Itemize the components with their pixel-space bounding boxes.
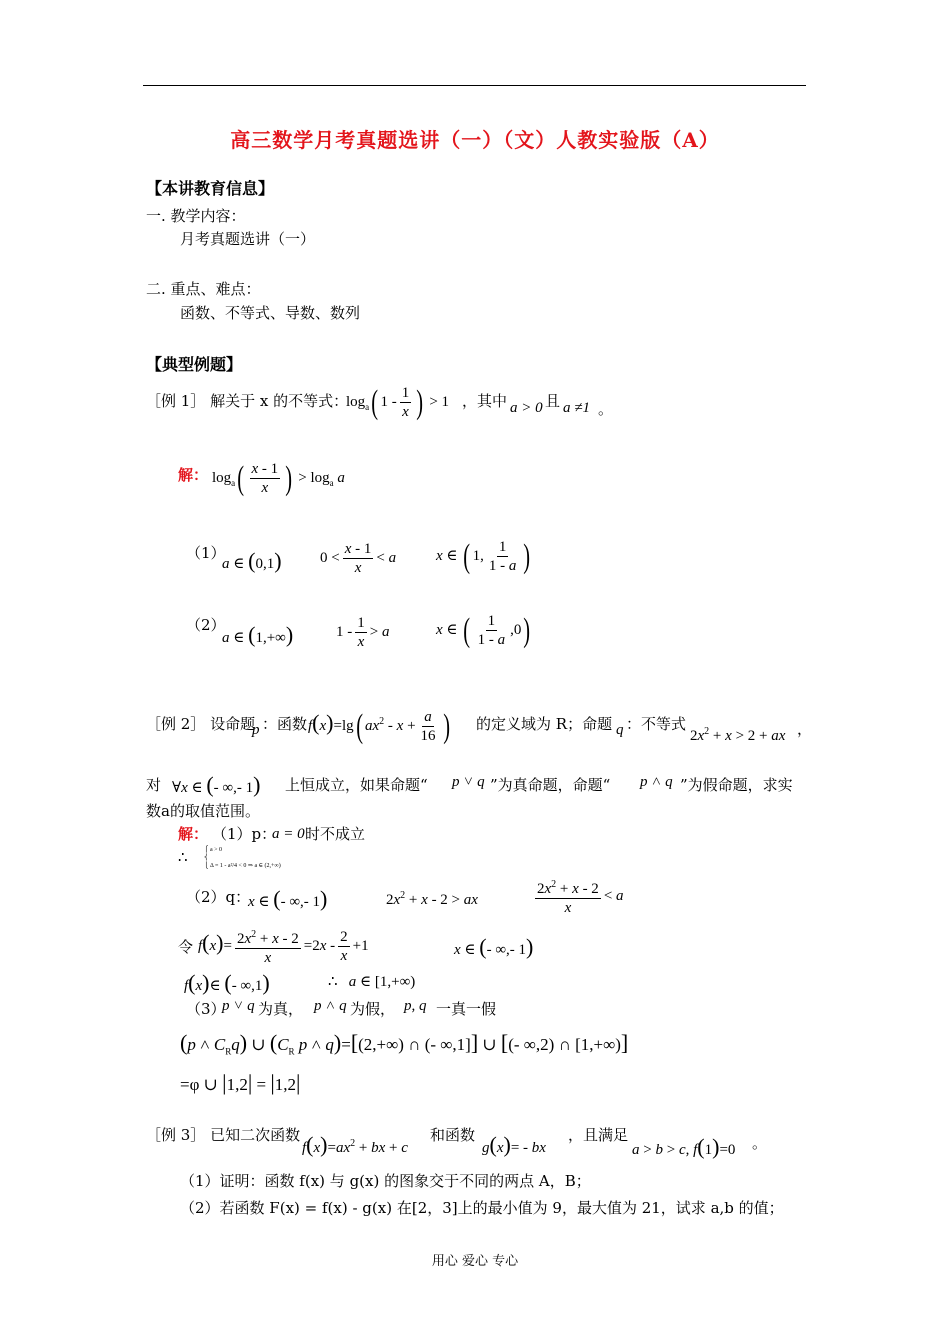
- ex2-f-def: f(x)= $\frac{2x^2 + x - 2}{x}$ =2x - $\frac{2}{x}$ +1: [198, 926, 369, 967]
- ex3-q1: （1）证明：函数 f(x) 与 g(x) 的图象交于不同的两点 A，B；: [180, 1172, 591, 1190]
- page-footer: 用心 爱心 专心: [431, 1254, 519, 1269]
- ex1-cond-b: a ≠1: [563, 400, 590, 416]
- ex1-solution-label: 解：: [178, 466, 209, 484]
- ex2-set-result: =φ ∪ |1,2| = |1,2|: [180, 1070, 301, 1095]
- ex2-s3-pq: p, q: [404, 998, 427, 1014]
- ex3-cond: ，且满足: [568, 1126, 629, 1144]
- ex2-ineq: $2x^2 + x > 2$ + ax: [690, 726, 786, 744]
- ex2-s1: （1）p：: [212, 825, 277, 843]
- ex2-line3: 数a的取值范围。: [146, 802, 260, 820]
- ex1-case2-solution: x ∈ ( $\frac{1}{1 - a}$ ,0): [436, 611, 531, 649]
- ex3-lead: ［例 3］ 已知二次函数: [146, 1126, 301, 1144]
- ex1-period: 。: [598, 400, 614, 418]
- examples-heading: 【典型例题】: [146, 355, 243, 374]
- ex2-set-expr: (p ˄ $C_Rq$) ∪ ($C_R$ p ˄ q)=[(2,+∞) ∩ (- ∞,1]] ∪ [(- ∞,2) ∩ [1,+∞)]: [180, 1030, 629, 1057]
- info-heading: 【本讲教育信息】: [146, 179, 275, 198]
- ex2-func: f(x)=lg( $ax^2$ - x + $\frac{a}{16}$ ): [308, 707, 450, 745]
- ex3-q2: （2）若函数 F(x) = f(x) - g(x) 在[2，3]上的最小值为 9，最大值为 21，试求 a,b 的值；: [180, 1199, 784, 1217]
- ex1-cond-a: a > 0: [510, 400, 543, 416]
- ex1-case2-label: （2）: [186, 616, 226, 634]
- ex2-s3-pand: p ˄ q: [314, 998, 347, 1014]
- ex2-forall: ∀x ∈ (- ∞,- 1): [172, 772, 261, 797]
- ex2-s3: （3）: [186, 1000, 226, 1018]
- ex2-s1-eq: a = 0: [272, 826, 305, 842]
- ex2-p-or-q: p ˅ q: [452, 774, 485, 790]
- ex3-cond-expr: a > b > c, f(1)=0: [632, 1134, 736, 1159]
- ex2-line2-a: 对: [146, 776, 162, 794]
- ex2-func-label: ：函数: [262, 715, 308, 733]
- ex1-case1-domain: a ∈ (0,1): [222, 548, 282, 573]
- ex2-s3-por: p ˅ q: [222, 998, 255, 1014]
- ex3-period: 。: [752, 1134, 768, 1152]
- ex3-mid: 和函数: [430, 1126, 476, 1144]
- ex2-s3-tail: 一真一假: [436, 1000, 497, 1018]
- ex2-q-range: ∴ a ∈ [1,+∞): [328, 974, 416, 990]
- ex3-g: g(x)= - bx: [482, 1132, 546, 1157]
- ex1-case2-domain: a ∈ (1,+∞): [222, 622, 294, 647]
- ex1-case1-ineq: 0 < $\frac{x - 1}{x}$ < a: [320, 541, 397, 576]
- ex2-solution-label: 解：: [178, 825, 209, 843]
- ex2-s3-true: 为真，: [258, 1000, 304, 1018]
- key-label: 二. 重点、难点：: [146, 280, 261, 298]
- ex2-line2-d: ”为假命题，求实: [680, 776, 793, 794]
- ex1-and: 且: [545, 392, 561, 410]
- ex2-q: q: [616, 722, 624, 738]
- ex1-inequality: $\log_a$( 1 - $\frac{1}{x}$ ) > 1: [346, 383, 450, 421]
- ex1-case2-ineq: 1 - $\frac{1}{x}$ > a: [336, 615, 390, 650]
- ex2-p: p: [252, 722, 260, 738]
- ex2-s2-ineq: $2x^2 + x - 2$ > ax: [386, 890, 478, 908]
- ex2-lead: ［例 2］ 设命题: [146, 715, 256, 733]
- ex3-f: $f(x)=ax^2$ + bx + c: [302, 1132, 408, 1157]
- ex2-system: ⎧ a > 0 ⎨ ⎩ Δ = 1 - a²/4 < 0 ⇒ a ∈ (2,+∞): [204, 847, 281, 869]
- teaching-label: 一. 教学内容：: [146, 207, 246, 225]
- ex1-case1-solution: x ∈ ( 1, $\frac{1}{1 - a}$ ): [436, 537, 531, 575]
- ex2-therefore: ∴: [178, 848, 188, 866]
- ex2-line2-b: 上恒成立，如果命题“: [285, 776, 428, 794]
- ex2-ineq-label: ：不等式: [626, 715, 687, 733]
- ex1-solution-ineq: $\log_a$( $\frac{x - 1}{x}$ ) > $\log_a a$: [212, 459, 345, 497]
- key-content: 函数、不等式、导数、数列: [180, 304, 361, 322]
- ex2-line2-c: ”为真命题，命题“: [490, 776, 611, 794]
- page-title: 高三数学月考真题选讲（一）（文）人教实验版（A）: [230, 128, 720, 152]
- ex2-s1-tail: 时不成立: [305, 825, 366, 843]
- ex2-f-domain: x ∈ (- ∞,- 1): [454, 934, 534, 959]
- ex2-comma: ，: [797, 720, 813, 738]
- ex2-p-and-q: p ˄ q: [640, 774, 673, 790]
- ex2-s3-false: 为假，: [350, 1000, 396, 1018]
- ex2-f-range: f(x)∈ (- ∞,1): [184, 970, 270, 995]
- ex2-domain-text: 的定义域为 R；命题: [476, 715, 613, 733]
- ex1-case1-label: （1）: [186, 544, 226, 562]
- header-rule: [143, 85, 806, 86]
- teaching-content: 月考真题选讲（一）: [180, 230, 316, 248]
- ex1-tail: ，其中: [462, 392, 508, 410]
- ex2-s2: （2）q：: [186, 888, 251, 906]
- ex2-s2-frac: $\frac{2x^2 + x - 2}{x}$ < a: [532, 876, 624, 917]
- ex1-lead: ［例 1］ 解关于 x 的不等式：: [146, 392, 349, 410]
- ex2-ling: 令: [178, 938, 194, 956]
- ex2-s2-domain: x ∈ (- ∞,- 1): [248, 886, 328, 911]
